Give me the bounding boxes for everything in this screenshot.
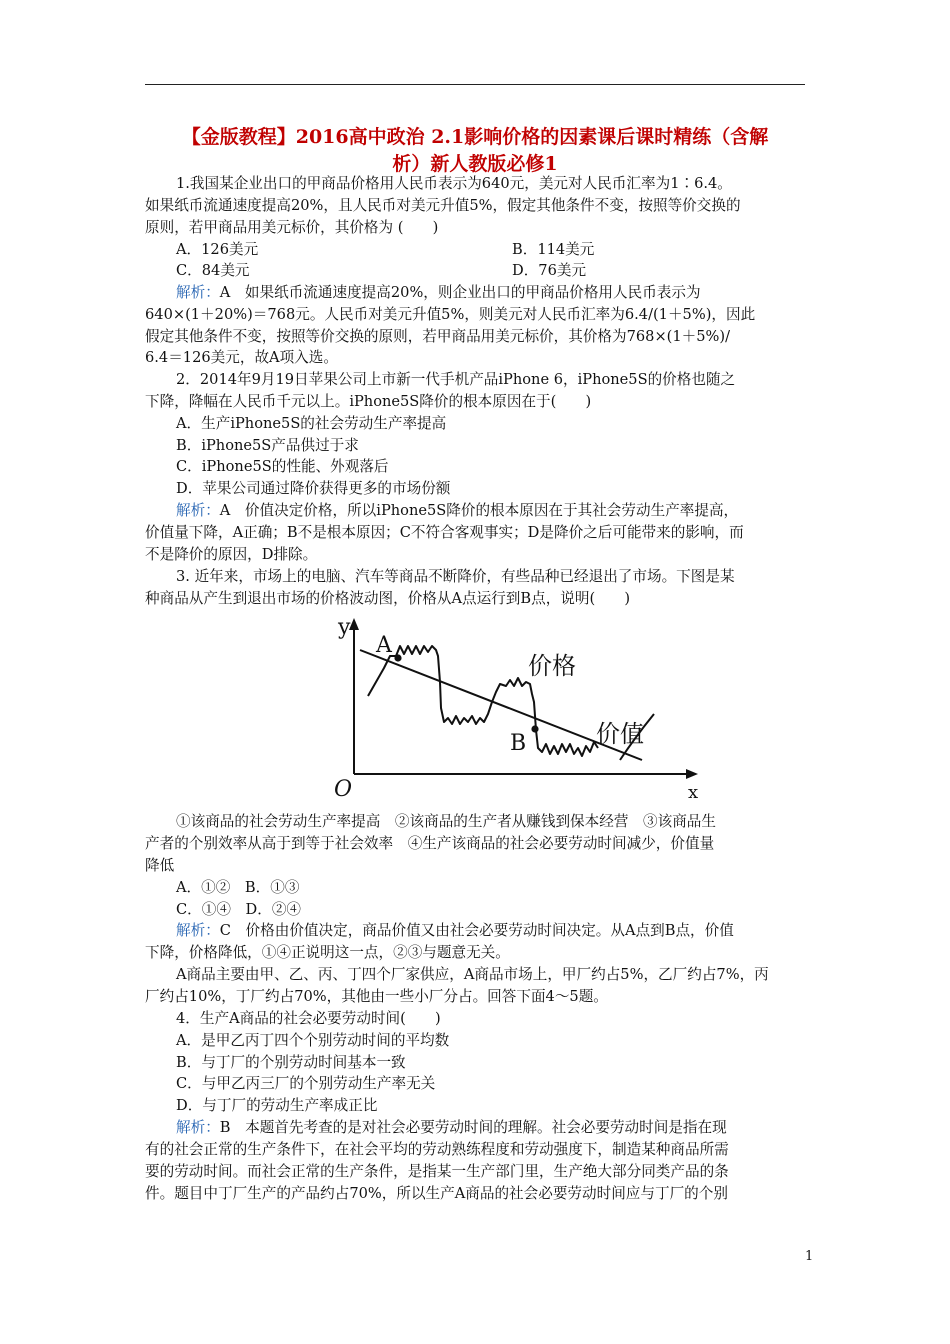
point-a-label: A xyxy=(376,633,392,658)
q3-analysis-line-2: 下降，价格降低，①④正说明这一点，②③与题意无关。 xyxy=(145,944,510,961)
q1-option-b: B．114美元 xyxy=(512,241,595,258)
q2-analysis-line-1: 解析：A 价值决定价格，所以iPhone5S降价的根本原因在于其社会劳动生产率提高， xyxy=(176,502,739,519)
q4-analysis-line-2: 有的社会正常的生产条件下，在社会平均的劳动熟练程度和劳动强度下，制造某种商品所需 xyxy=(145,1141,729,1158)
q3-statement-line-1: ①该商品的社会劳动生产率提高 ②该商品的生产者从赚钱到保本经营 ③该商品生 xyxy=(176,813,716,830)
q3-analysis-label: 解析： xyxy=(176,922,220,939)
point-b-dot xyxy=(531,725,538,732)
q2-option-b: B．iPhone5S产品供过于求 xyxy=(176,437,359,454)
q2-option-d: D．苹果公司通过降价获得更多的市场份额 xyxy=(176,480,451,497)
q4-analysis-label: 解析： xyxy=(176,1119,220,1136)
q3-statement-line-2: 产者的个别效率从高于到等于社会效率 ④生产该商品的社会必要劳动时间减少，价值量 xyxy=(145,835,715,852)
y-axis-arrow xyxy=(349,618,359,630)
q1-option-c: C．84美元 xyxy=(176,262,250,279)
x-axis-label: x xyxy=(688,782,699,800)
context-line-1: A商品主要由甲、乙、丙、丁四个厂家供应，A商品市场上，甲厂约占5%，乙厂约占7%，丙 xyxy=(176,966,769,983)
title-line-1: 【金版教程】2016高中政治 2.1影响价格的因素课后课时精练（含解 xyxy=(181,126,769,148)
context-line-2: 厂约占10%，丁厂约占70%，其他由一些小厂分占。回答下面4～5题。 xyxy=(145,988,608,1005)
q3-statement-line-3: 降低 xyxy=(145,857,175,874)
q4-analysis-line-1: 解析：B 本题首先考查的是对社会必要劳动时间的理解。社会必要劳动时间是指在现 xyxy=(176,1119,727,1136)
q1-line-1: 1.我国某企业出口的甲商品价格用人民币表示为640元，美元对人民币汇率为1∶6.4。 xyxy=(176,175,732,192)
point-a-dot xyxy=(394,654,401,661)
q4-analysis-line-4: 件。题目中丁厂生产的产品约占70%，所以生产A商品的社会必要劳动时间应与丁厂的个别 xyxy=(145,1185,728,1202)
q4-option-d: D．与丁厂的劳动生产率成正比 xyxy=(176,1097,378,1114)
q1-analysis-line-3: 假定其他条件不变，按照等价交换的原则，若甲商品用美元标价，其价格为768×(1＋5%)/ xyxy=(145,328,731,345)
title-line-2: 析）新人教版必修1 xyxy=(392,153,558,175)
q1-line-3: 原则，若甲商品用美元标价，其价格为 ( ) xyxy=(145,219,439,236)
y-axis-label: y xyxy=(338,615,351,640)
q2-analysis-line-3: 不是降价的原因，D排除。 xyxy=(145,546,318,563)
q2-line-2: 下降，降幅在人民币千元以上。iPhone5S降价的根本原因在于( ) xyxy=(145,393,592,410)
origin-label: O xyxy=(334,777,353,800)
q1-analysis-label: 解析： xyxy=(176,284,220,301)
q3-line-1: 3. 近年来，市场上的电脑、汽车等商品不断降价，有些品种已经退出了市场。下图是某 xyxy=(176,568,735,585)
q4-option-a: A．是甲乙丙丁四个个别劳动时间的平均数 xyxy=(176,1032,450,1049)
header-rule xyxy=(145,84,805,85)
q3-analysis-line-1: 解析：C 价格由价值决定，商品价值又由社会必要劳动时间决定。从A点到B点，价值 xyxy=(176,922,734,939)
q1-analysis-line-4: 6.4＝126美元，故A项入选。 xyxy=(145,349,338,366)
q4-option-c: C．与甲乙丙三厂的个别劳动生产率无关 xyxy=(176,1075,436,1092)
value-label: 价值 xyxy=(596,720,644,748)
q4-line-1: 4．生产A商品的社会必要劳动时间( ) xyxy=(176,1010,441,1027)
q3-options-line-2: C．①④ D．②④ xyxy=(176,901,302,918)
q1-option-d: D．76美元 xyxy=(512,262,587,279)
q2-analysis-label: 解析： xyxy=(176,502,220,519)
q2-option-c: C．iPhone5S的性能、外观落后 xyxy=(176,458,389,475)
q1-analysis-line-2: 640×(1＋20%)＝768元。人民币对美元升值5%，则美元对人民币汇率为6.4/(1＋5%)，因此 xyxy=(145,306,756,323)
q1-option-a: A．126美元 xyxy=(176,241,259,258)
page-number: 1 xyxy=(805,1249,814,1264)
point-b-label: B xyxy=(510,731,527,756)
price-value-figure xyxy=(320,612,700,800)
document-title xyxy=(145,124,805,178)
q3-options-line-1: A．①② B．①③ xyxy=(176,879,300,896)
q2-option-a: A．生产iPhone5S的社会劳动生产率提高 xyxy=(176,415,447,432)
q3-line-2: 种商品从产生到退出市场的价格波动图，价格从A点运行到B点，说明( ) xyxy=(145,590,631,607)
price-label: 价格 xyxy=(528,652,576,680)
q1-analysis-line-1: 解析：A 如果纸币流通速度提高20%，则企业出口的甲商品价格用人民币表示为 xyxy=(176,284,701,301)
q2-analysis-line-2: 价值量下降，A正确；B不是根本原因；C不符合客观事实；D是降价之后可能带来的影响，而 xyxy=(145,524,744,541)
q4-analysis-line-3: 要的劳动时间。而社会正常的生产条件，是指某一生产部门里，生产绝大部分同类产品的条 xyxy=(145,1163,729,1180)
q1-line-2: 如果纸币流通速度提高20%，且人民币对美元升值5%，假定其他条件不变，按照等价交换的 xyxy=(145,197,741,214)
x-axis-arrow xyxy=(686,769,698,779)
q2-line-1: 2．2014年9月19日苹果公司上市新一代手机产品iPhone 6，iPhone5S的价格也随之 xyxy=(176,371,736,388)
q4-option-b: B．与丁厂的个别劳动时间基本一致 xyxy=(176,1054,406,1071)
